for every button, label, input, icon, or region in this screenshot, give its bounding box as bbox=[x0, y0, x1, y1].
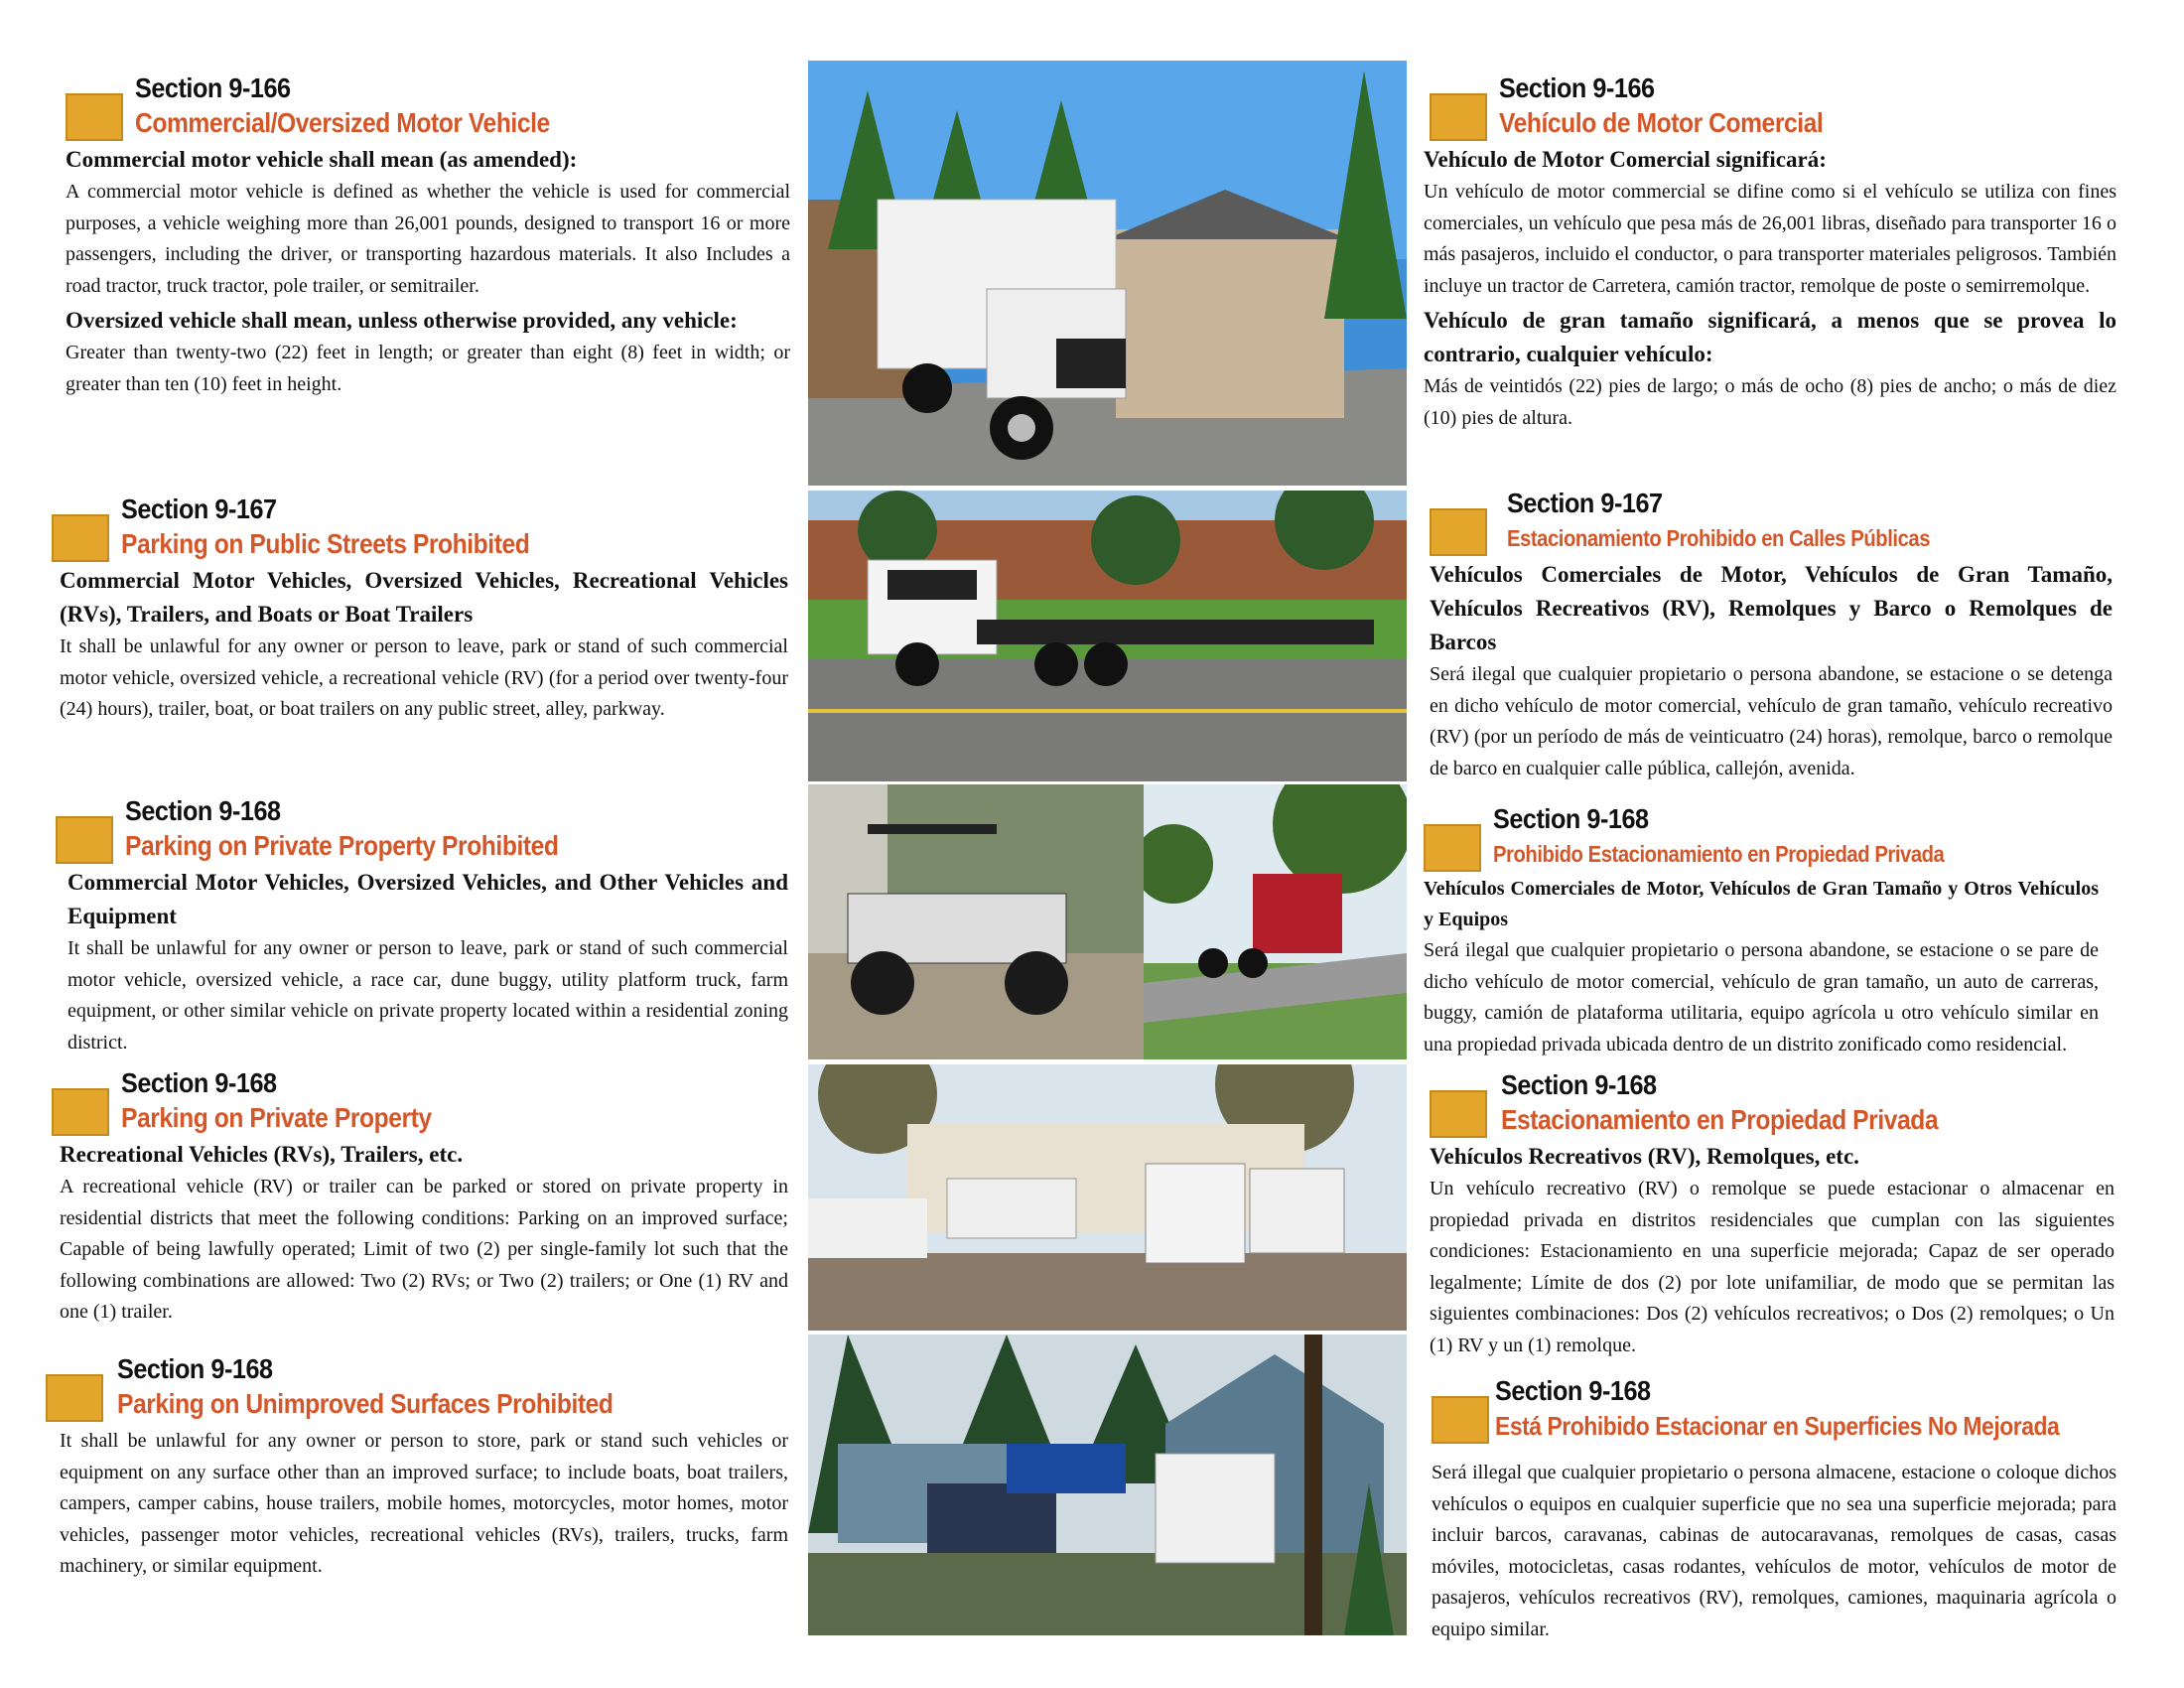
photo-semi-truck bbox=[1144, 784, 1407, 1059]
section-subtitle: Vehículos Recreativos (RV), Remolques, etc. bbox=[1430, 1144, 1859, 1169]
section-title: Parking on Unimproved Surfaces Prohibited bbox=[117, 1388, 614, 1419]
section-title: Estacionamiento en Propiedad Privada bbox=[1501, 1104, 1939, 1135]
section-heading: Section 9-167 bbox=[121, 493, 277, 524]
section-body: Un vehículo recreativo (RV) o remolque se puede estacionar o almacenar en propiedad privada en distritos residenciales que cumplan con las siguientes condiciones: Estacionamiento en una superficie mejorada; Capaz de ser operado legalmente; Límite de dos (2) por lote unifamiliar, de modo que se permitan las siguientes combinaciones: Dos (2) vehículos recreativos; o Dos (2) remolques; o Un (1) RV y un (1) remolque. bbox=[1430, 1178, 2115, 1356]
section-body: Greater than twenty-two (22) feet in length; or greater than eight (8) feet in width; or greater than ten (10) feet in height. bbox=[66, 342, 790, 395]
section-marker bbox=[52, 514, 109, 562]
photo-flatbed-truck bbox=[808, 491, 1407, 781]
section-9-167-en bbox=[52, 492, 788, 726]
section-9-168-unimproved-es bbox=[1432, 1374, 2116, 1645]
section-heading: Section 9-167 bbox=[1507, 488, 1663, 518]
section-9-167-es bbox=[1430, 487, 2113, 784]
section-subtitle: Commercial Motor Vehicles, Oversized Vehicles, Recreational Vehicles (RVs), Trailers, and Boats or Boat Trailers bbox=[60, 568, 788, 627]
section-heading: Section 9-168 bbox=[121, 1067, 277, 1098]
section-marker bbox=[1432, 1396, 1489, 1444]
section-heading: Section 9-168 bbox=[1501, 1069, 1657, 1100]
section-marker bbox=[1430, 1090, 1487, 1138]
section-marker bbox=[66, 93, 123, 141]
section-9-168-private-en bbox=[52, 1066, 788, 1329]
section-subtitle: Vehículo de gran tamaño significará, a menos que se provea lo contrario, cualquier vehículo: bbox=[1424, 308, 2116, 366]
section-subtitle: Recreational Vehicles (RVs), Trailers, etc. bbox=[60, 1142, 464, 1167]
section-heading: Section 9-168 bbox=[125, 795, 281, 826]
section-title: Commercial/Oversized Motor Vehicle bbox=[135, 107, 550, 138]
section-body: A recreational vehicle (RV) or trailer can be parked or stored on private property in residential districts that meet the following conditions: Parking on an improved surface; Capable of being lawfully operated; Limit of two (2) per single-family lot such that the following combinations are allowed: Two (2) RVs; or Two (2) trailers; or One (1) RV and one (1) trailer. bbox=[60, 1176, 788, 1323]
section-marker bbox=[1424, 824, 1481, 872]
section-title: Parking on Private Property bbox=[121, 1102, 432, 1133]
section-heading: Section 9-166 bbox=[135, 72, 291, 103]
photo-box-truck bbox=[808, 61, 1407, 486]
section-9-168-private-prohibited-en bbox=[56, 794, 788, 1058]
section-marker bbox=[1430, 93, 1487, 141]
section-title: Estacionamiento Prohibido en Calles Públicas bbox=[1507, 525, 1931, 551]
section-body: A commercial motor vehicle is defined as whether the vehicle is used for commercial purposes, a vehicle weighing more than 26,001 pounds, designed to transport 16 or more passengers, including the driver, or transporting hazardous materials. It also Includes a road tractor, truck tractor, pole trailer, or semitrailer. bbox=[66, 181, 790, 297]
section-subtitle: Commercial Motor Vehicles, Oversized Vehicles, and Other Vehicles and Equipment bbox=[68, 870, 788, 928]
section-marker bbox=[46, 1374, 103, 1422]
section-body: Será illegal que cualquier propietario o persona almacene, estacione o coloque dichos vehículos o equipos en cualquier superficie que no sea una superficie mejorada; para incluir barcos, caravanas, cabinas de autocaravanas, remolques de casas, casas móviles, motocicletas, casas rodantes, vehículos de motor, vehículos de motor de pasajeros, vehículos recreativos (RV), remolques, camiones, maquinaria agrícola o equipo similar. bbox=[1432, 1462, 2116, 1640]
section-heading: Section 9-168 bbox=[117, 1353, 273, 1384]
section-subtitle: Oversized vehicle shall mean, unless otherwise provided, any vehicle: bbox=[66, 308, 738, 333]
section-title: Parking on Public Streets Prohibited bbox=[121, 528, 530, 559]
section-body: Será ilegal que cualquier propietario o persona abandone, se estacione o se pare de dicho vehículo de motor comercial, vehículo de gran tamaño, un auto de carreras, buggy, camión de plataforma utilitaria, equipo agrícola u otro vehículo similar en una propiedad privada ubicada dentro de un distrito zonificado como residencial. bbox=[1424, 939, 2099, 1055]
section-subtitle: Vehículos Comerciales de Motor, Vehículos de Gran Tamaño y Otros Vehículos y Equipos bbox=[1424, 878, 2099, 930]
section-marker bbox=[1430, 508, 1487, 556]
section-subtitle: Commercial motor vehicle shall mean (as amended): bbox=[66, 147, 578, 172]
section-heading: Section 9-168 bbox=[1495, 1375, 1651, 1406]
section-9-166-en bbox=[66, 71, 790, 400]
section-body: Más de veintidós (22) pies de largo; o más de ocho (8) pies de ancho; o más de diez (10) pies de altura. bbox=[1424, 375, 2116, 429]
section-body: Un vehículo de motor commercial se difine como si el vehículo se utiliza con fines comerciales, un vehículo que pesa más de 26,001 libras, diseñado para transporter 16 o más pasajeros, incluido el conductor, o para transporter materiales peligrosos. También incluye un tractor de Carretera, camión tractor, remolque de poste o semirremolque. bbox=[1424, 181, 2116, 297]
section-marker bbox=[56, 816, 113, 864]
section-title: Está Prohibido Estacionar en Superficies No Mejorada bbox=[1495, 1411, 2060, 1441]
section-body: Será ilegal que cualquier propietario o persona abandone, se estacione o se detenga en dicho vehículo de motor comercial, vehículo de gran tamaño, vehículo recreativo (RV) (por un período de más de veinticuatro (24) horas), remolque, barco o remolque de barco en cualquier calle pública, callejón, avenida. bbox=[1430, 663, 2113, 779]
section-body: It shall be unlawful for any owner or person to store, park or stand such vehicles or equipment on any surface other than an improved surface; to include boats, boat trailers, campers, camper cabins, house trailers, mobile homes, motorcycles, motor homes, motor vehicles, passenger motor vehicles, recreational vehicles (RVs), trailers, trucks, farm machinery, or similar equipment. bbox=[60, 1430, 788, 1577]
photo-utility-vehicle bbox=[808, 784, 1144, 1059]
photo-unimproved-surface bbox=[808, 1335, 1407, 1635]
section-title: Parking on Private Property Prohibited bbox=[125, 830, 559, 861]
section-9-168-private-es bbox=[1430, 1068, 2115, 1361]
section-title: Prohibido Estacionamiento en Propiedad Privada bbox=[1493, 841, 1945, 867]
section-9-168-private-prohibited-es bbox=[1424, 802, 2099, 1060]
section-heading: Section 9-168 bbox=[1493, 803, 1649, 834]
section-body: It shall be unlawful for any owner or person to leave, park or stand of such commercial motor vehicle, oversized vehicle, a recreational vehicle (RV) (for a period over twenty-four (24) hours), trailer, boat, or boat trailers on any public street, alley, parkway. bbox=[60, 635, 788, 720]
section-body: It shall be unlawful for any owner or person to leave, park or stand of such commercial motor vehicle, oversized vehicle, a race car, dune buggy, utility platform truck, farm equipment, or other similar vehicle on private property located within a residential zoning district. bbox=[68, 937, 788, 1054]
section-title: Vehículo de Motor Comercial bbox=[1499, 107, 1824, 138]
photo-rv-driveway bbox=[808, 1064, 1407, 1331]
section-subtitle: Vehículos Comerciales de Motor, Vehículos de Gran Tamaño, Vehículos Recreativos (RV), Remolques y Barco o Remolques de Barcos bbox=[1430, 562, 2113, 654]
section-9-166-es bbox=[1424, 71, 2116, 434]
section-heading: Section 9-166 bbox=[1499, 72, 1655, 103]
section-9-168-unimproved-en bbox=[46, 1352, 788, 1583]
section-marker bbox=[52, 1088, 109, 1136]
section-subtitle: Vehículo de Motor Comercial significará: bbox=[1424, 147, 1827, 172]
